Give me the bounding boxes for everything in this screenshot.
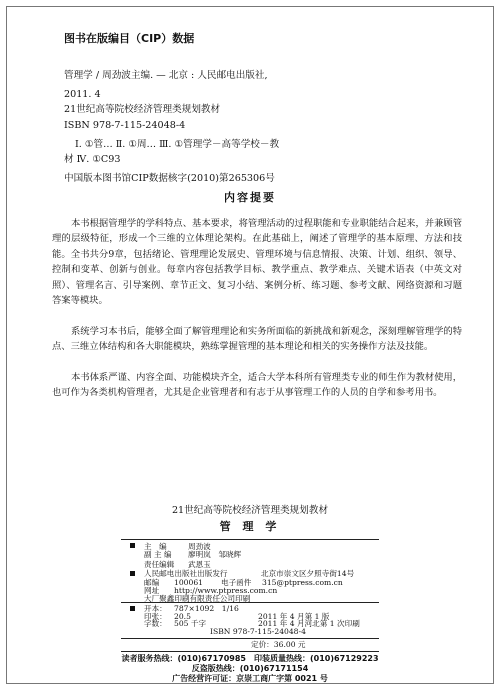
format-label: 开本： <box>144 604 167 614</box>
cip-line-7: 中国版本图书馆CIP数据核字(2010)第265306号 <box>64 173 275 184</box>
resp-editor-label: 责任编辑 <box>144 560 175 570</box>
website-label: 网址 <box>144 586 160 596</box>
cip-title: 图书在版编目（CIP）数据 <box>64 32 195 45</box>
website: http://www.ptpress.com.cn <box>174 586 278 596</box>
word-count: 505 千字 <box>174 619 207 629</box>
cip-line-6: 材 Ⅳ. ①C93 <box>64 154 121 165</box>
deputy-label: 副 主 编 <box>144 550 172 560</box>
sheets-label: 印张： <box>144 611 167 621</box>
email-label: 电子函件 <box>221 578 252 588</box>
series-name: 21世纪高等院校经济管理类规划教材 <box>171 505 329 516</box>
summary-paragraph-1: 本书根据管理学的学科特点、基本要求，将管理活动的过程职能和专业职能结合起来，并兼顾管理的层级特征，形成一个三维的立体理论架构。在此基础上，阐述了管理学的基本原理、方法和技能。全书共分9章，包括绪论、管理理论发展史、管理环境与信息情报、决策、计划、组织、领导、控制和变革、创新与创业。每章内容包括教学目标、教学重点、教学难点、关键术语表（中英文对照）、管理名言、引导案例、章节正文、复习小结、案例分析、练习题、参考文献、网络资源和习题答案等模块。 <box>52 218 462 307</box>
format: 787×1092 1/16 <box>174 604 239 614</box>
email: 315@ptpress.com.cn <box>262 578 343 588</box>
bullet-icon <box>130 606 135 611</box>
publisher-address: 北京市崇文区夕照寺街14号 <box>261 569 355 578</box>
edition: 2011 年 4 月第 1 版 <box>258 611 330 621</box>
editor-label: 主 编 <box>144 541 167 551</box>
divider-top <box>121 539 379 540</box>
summary-paragraph-3: 本书体系严谨、内容全面、功能模块齐全，适合大学本科所有管理类专业的师生作为教材使用，也可作为各类机构管理者，尤其是企业管理者和有志于从事管理工作的人员的自学和参考用书。 <box>52 372 462 399</box>
anti-piracy-hotline: 反盗版热线：(010)67171154 <box>191 664 309 673</box>
cip-line-1: 管理学 / 周劲波主编. — 北京 : 人民邮电出版社, <box>64 70 268 81</box>
printing: 2011 年 4 月河北第 1 次印刷 <box>258 619 360 629</box>
cip-line-3: 21世纪高等院校经济管理类规划教材 <box>64 104 221 115</box>
printer: 大厂聚鑫印刷有限责任公司印刷 <box>144 593 251 603</box>
sheets: 20.5 <box>174 611 191 621</box>
postcode: 100061 <box>174 578 203 588</box>
price: 定价：36.00 元 <box>251 640 306 649</box>
summary-paragraph-2: 系统学习本书后，能够全面了解管理理论和实务所面临的新挑战和新观念，深刻理解管理学的特点、三维立体结构和各大职能模块，熟练掌握管理的基本理论和相关的实务操作方法及技能。 <box>52 326 462 353</box>
resp-editor-name: 武恩玉 <box>188 560 211 570</box>
cip-line-4: ISBN 978-7-115-24048-4 <box>64 120 186 131</box>
deputy-names: 廖明岚 邹晓辉 <box>188 550 242 560</box>
bullet-icon <box>130 571 135 576</box>
postcode-label: 邮编 <box>144 578 160 588</box>
summary-title: 内容提要 <box>224 191 276 204</box>
cip-line-2: 2011. 4 <box>64 89 101 100</box>
publisher: 人民邮电出版社出版发行 <box>144 569 228 578</box>
isbn: ISBN 978-7-115-24048-4 <box>210 627 306 636</box>
words-label: 字数： <box>144 619 167 629</box>
bullet-icon <box>130 543 135 548</box>
editor-name: 周劲波 <box>188 541 211 551</box>
cip-line-5: Ⅰ. ①管… Ⅱ. ①周… Ⅲ. ①管理学－高等学校－教 <box>75 139 280 150</box>
ad-license: 广告经营许可证：京崇工商广字第 0021 号 <box>172 674 328 683</box>
book-title: 管 理 学 <box>219 520 281 533</box>
reader-service-hotline: 读者服务热线：(010)67170985 印装质量热线：(010)67129223 <box>121 654 379 663</box>
